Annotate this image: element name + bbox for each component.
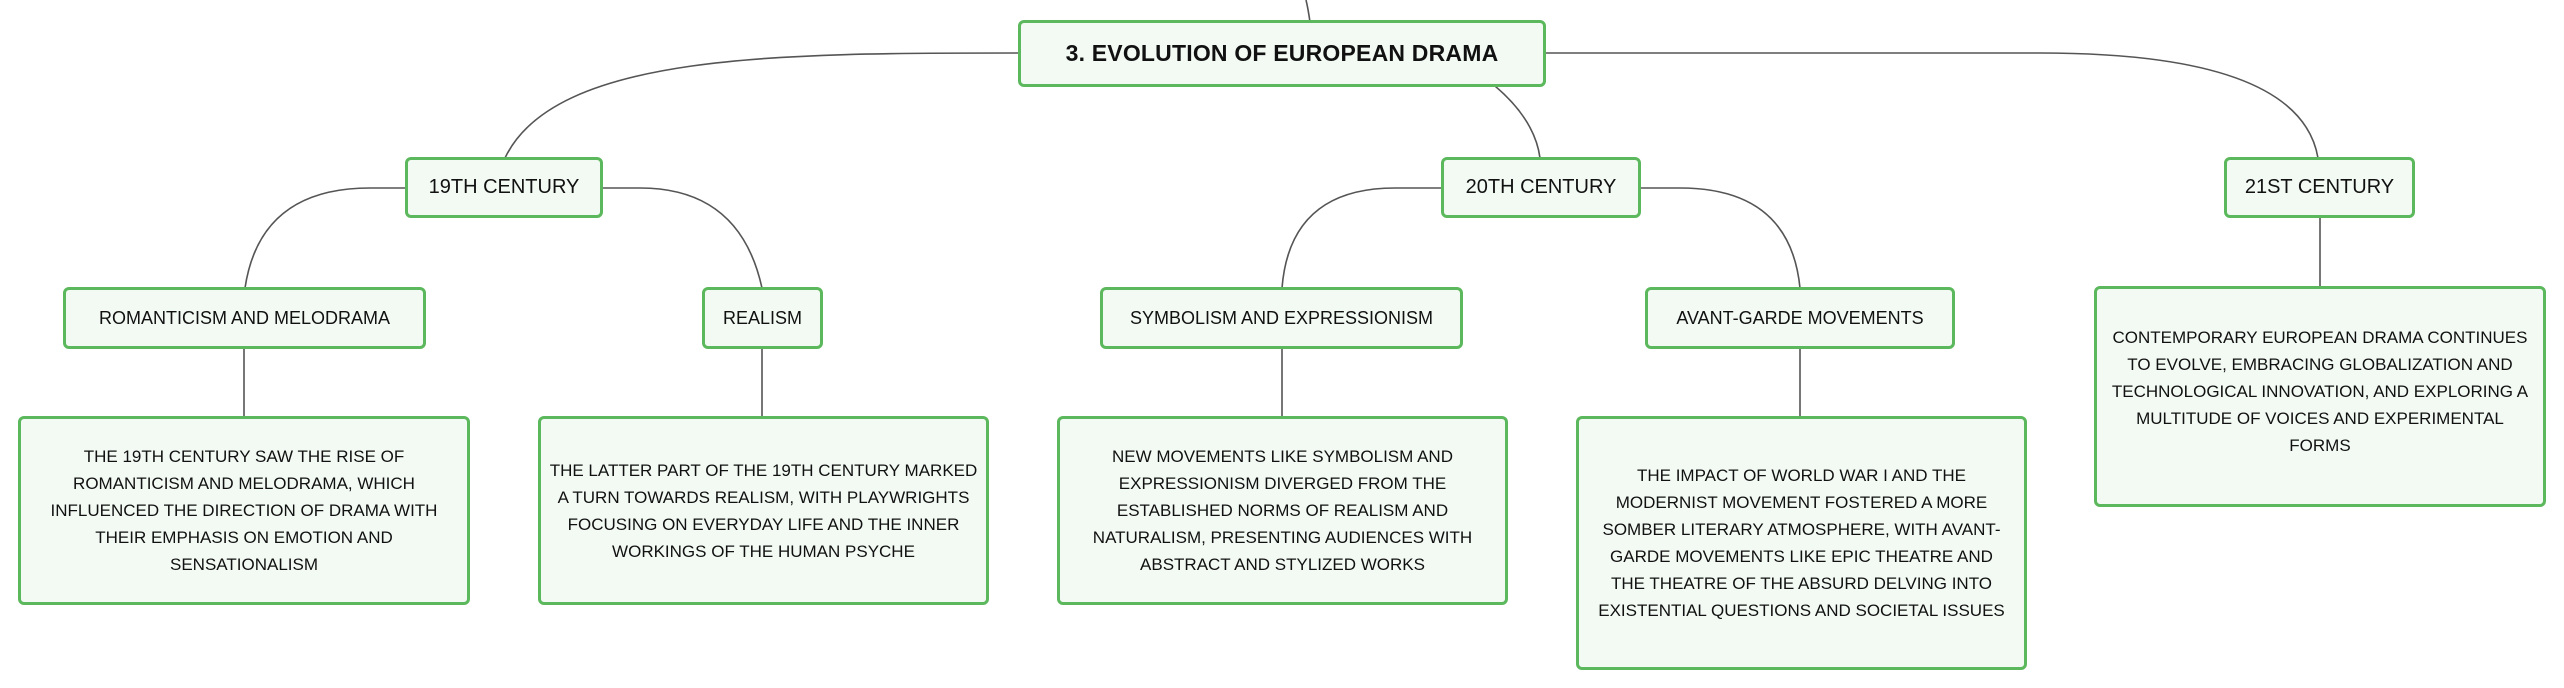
- branch-19th-century[interactable]: 19TH CENTURY: [405, 157, 603, 218]
- root-node-title[interactable]: 3. EVOLUTION OF EUROPEAN DRAMA: [1018, 20, 1546, 87]
- detail-21st-century[interactable]: CONTEMPORARY EUROPEAN DRAMA CONTINUES TO EVOLVE, EMBRACING GLOBALIZATION AND TECHNOLOGICAL INNOVATION, AND EXPLORING A MULTITUDE OF VOICES AND EXPERIMENTAL FORMS: [2094, 286, 2546, 507]
- detail-romanticism-melodrama[interactable]: THE 19TH CENTURY SAW THE RISE OF ROMANTICISM AND MELODRAMA, WHICH INFLUENCED THE DIRECTION OF DRAMA WITH THEIR EMPHASIS ON EMOTION AND SENSATIONALISM: [18, 416, 470, 605]
- detail-avant-garde-movements[interactable]: THE IMPACT OF WORLD WAR I AND THE MODERNIST MOVEMENT FOSTERED A MORE SOMBER LITERARY ATMOSPHERE, WITH AVANT-GARDE MOVEMENTS LIKE EPIC THEATRE AND THE THEATRE OF THE ABSURD DELVING INTO EXISTENTIAL QUESTIONS AND SOCIETAL ISSUES: [1576, 416, 2027, 670]
- topic-avant-garde-movements[interactable]: AVANT-GARDE MOVEMENTS: [1645, 287, 1955, 349]
- connector-root-stub: [1306, 0, 1310, 22]
- topic-symbolism-expressionism[interactable]: SYMBOLISM AND EXPRESSIONISM: [1100, 287, 1463, 349]
- branch-21st-century[interactable]: 21ST CENTURY: [2224, 157, 2415, 218]
- branch-20th-century[interactable]: 20TH CENTURY: [1441, 157, 1641, 218]
- connector-20th-avantgarde: [1640, 188, 1800, 288]
- connector-root-19th: [505, 53, 1018, 158]
- connector-19th-realism: [602, 188, 762, 288]
- connector-19th-romanticism: [245, 188, 405, 288]
- connector-root-21st: [1545, 53, 2318, 158]
- connector-root-20th: [1495, 86, 1540, 158]
- detail-symbolism-expressionism[interactable]: NEW MOVEMENTS LIKE SYMBOLISM AND EXPRESSIONISM DIVERGED FROM THE ESTABLISHED NORMS OF REALISM AND NATURALISM, PRESENTING AUDIENCES WITH ABSTRACT AND STYLIZED WORKS: [1057, 416, 1508, 605]
- detail-realism[interactable]: THE LATTER PART OF THE 19TH CENTURY MARKED A TURN TOWARDS REALISM, WITH PLAYWRIGHTS FOCUSING ON EVERYDAY LIFE AND THE INNER WORKINGS OF THE HUMAN PSYCHE: [538, 416, 989, 605]
- topic-romanticism-melodrama[interactable]: ROMANTICISM AND MELODRAMA: [63, 287, 426, 349]
- connector-20th-symbolism: [1282, 188, 1442, 288]
- topic-realism[interactable]: REALISM: [702, 287, 823, 349]
